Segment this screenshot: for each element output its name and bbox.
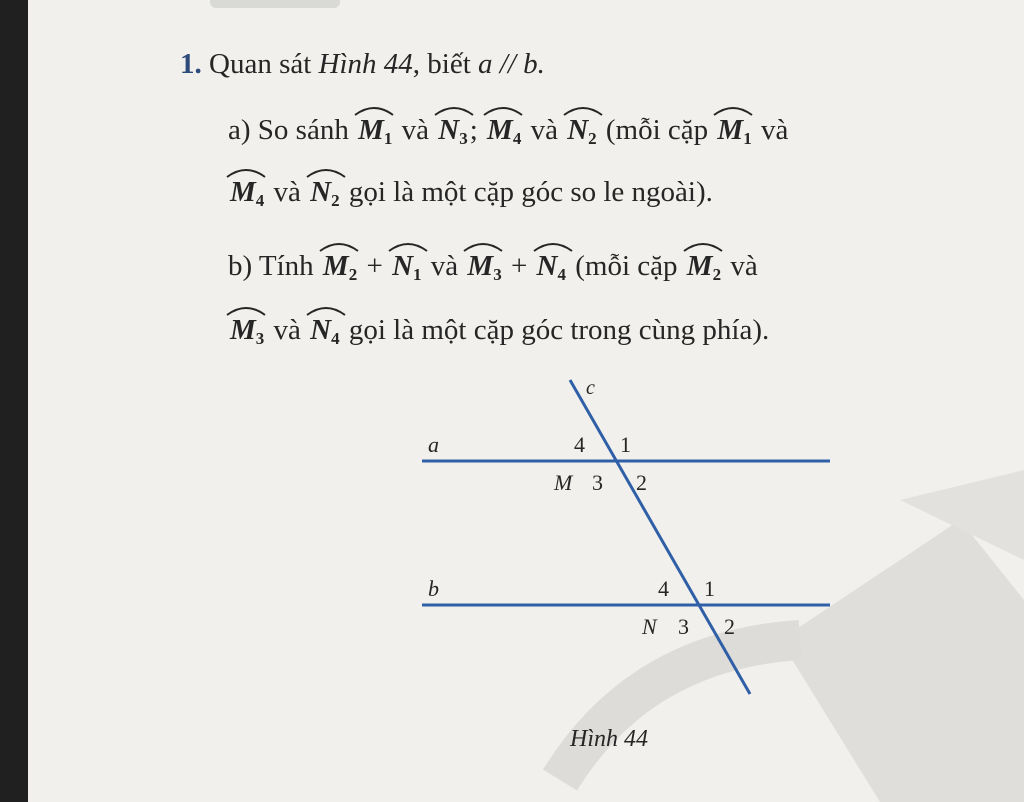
point-m: M: [554, 470, 573, 495]
and-word: và: [760, 114, 789, 146]
semicolon: ;: [469, 114, 478, 146]
angle-m3: $M_3$: [465, 252, 503, 283]
part-b-line-1: [228, 252, 758, 283]
part-a-tail: gọi là một cặp góc so le ngoài).: [348, 176, 713, 208]
and-word: và: [530, 114, 558, 146]
angle-m1: $M_1$: [356, 116, 394, 147]
angle-label-n2: 2: [724, 614, 735, 639]
part-a-label: a) So sánh: [228, 114, 349, 146]
and-word: và: [730, 250, 758, 282]
problem-intro-tail: , biết: [412, 48, 479, 80]
parallel-condition: a // b.: [478, 48, 545, 80]
angle-m4: $M_4$: [485, 116, 523, 147]
and-word: và: [430, 250, 459, 282]
plus-sign: +: [510, 250, 528, 282]
angle-m3-b: $M_3$: [228, 316, 266, 347]
problem-intro: Quan sát: [209, 48, 319, 80]
angle-label-m3: 3: [592, 470, 603, 495]
angle-label-m1: 1: [620, 432, 631, 457]
label-line-a: a: [428, 432, 439, 457]
label-line-b: b: [428, 576, 439, 601]
angle-n2-b: $N_2$: [308, 178, 341, 209]
angle-n1: $N_1$: [390, 252, 423, 283]
angle-n2: $N_2$: [565, 116, 598, 147]
angle-m2-b: $M_2$: [685, 252, 723, 283]
label-line-c: c: [586, 377, 595, 399]
and-word: và: [273, 176, 301, 208]
angle-n4-b: $N_4$: [308, 316, 341, 347]
point-n: N: [642, 614, 657, 639]
problem-number: 1.: [180, 48, 202, 80]
geometry-figure: [410, 372, 840, 712]
paren-open: (mỗi cặp: [575, 250, 678, 282]
angle-label-n1: 1: [704, 576, 715, 601]
part-a-line-2: [228, 178, 713, 209]
figure-reference: Hình 44: [318, 48, 413, 80]
angle-m2: $M_2$: [321, 252, 359, 283]
angle-label-m2: 2: [636, 470, 647, 495]
line-c: [570, 380, 750, 694]
angle-label-n3: 3: [678, 614, 689, 639]
angle-m4-b: $M_4$: [228, 178, 266, 209]
angle-label-m4: 4: [574, 432, 585, 457]
part-b-line-2: [228, 316, 769, 347]
problem-header: [180, 50, 545, 79]
figure-caption: Hình 44: [570, 726, 648, 752]
plus-sign: +: [366, 250, 383, 282]
part-a-line-1: [228, 116, 788, 147]
angle-label-n4: 4: [658, 576, 669, 601]
angle-n4: $N_4$: [535, 252, 568, 283]
part-b-tail: gọi là một cặp góc trong cùng phía).: [348, 314, 770, 346]
angle-n3: $N_3$: [436, 116, 469, 147]
and-word: và: [401, 114, 429, 146]
part-b-label: b) Tính: [228, 250, 314, 282]
angle-m1-b: $M_1$: [715, 116, 753, 147]
paren-open: (mỗi cặp: [605, 114, 709, 146]
and-word: và: [273, 314, 301, 346]
